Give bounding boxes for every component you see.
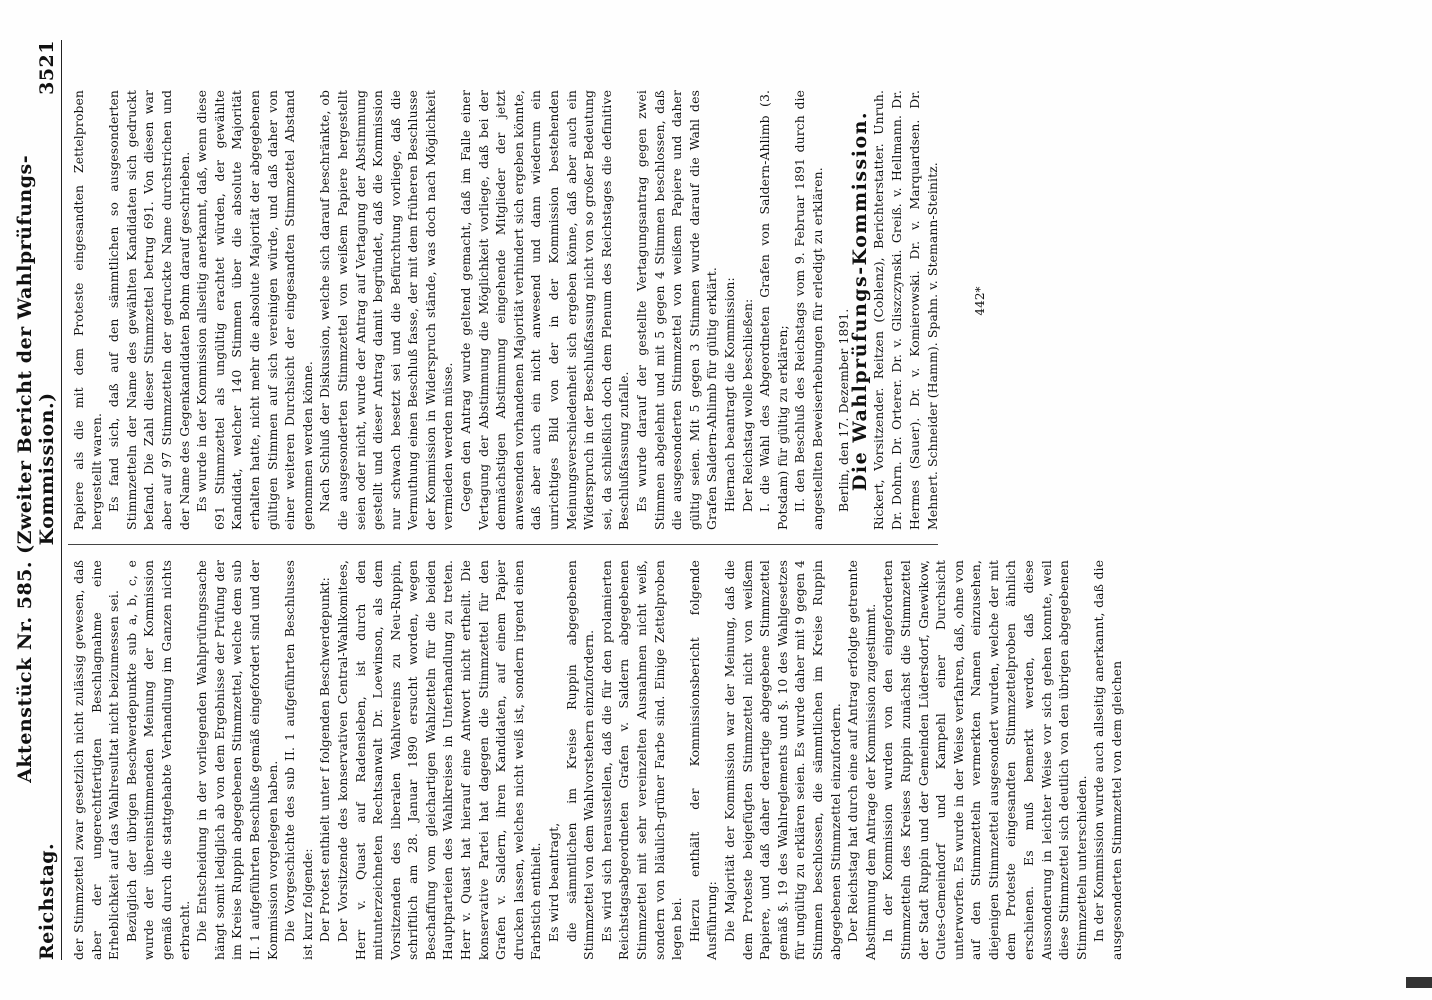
header-left: Reichstag. — [36, 842, 58, 960]
footer-number: 442* — [972, 286, 987, 316]
paragraph: Die Entscheidung in der vorliegenden Wahlprüfungssache hängt somit lediglich ab von dem Ergebnisse der Prüfung der im Kreise Ruppin abgegebenen Stimmzettel, welche dem sub II. 1 aufgeführten Beschluße gemäß eingefordert sind und der Kommission vorgelegen haben. — [194, 560, 280, 960]
header-middle: Aktenstück Nr. 585. (Zweiter Bericht der Wahlprüfungs-Kommission.) — [14, 154, 58, 783]
resolution-item: II. den Beschluß des Reichstags vom 9. Februar 1891 durch die angestellten Beweiserhebungen für erledigt zu erklären. — [792, 90, 825, 530]
paragraph: Der Protest enthielt unter f folgenden Beschwerdepunkt: — [317, 577, 333, 942]
paragraph: Hiernach beantragt die Kommission: — [721, 277, 737, 512]
paragraph: Es wird sich herausstellen, daß die für den prolamierten Reichstagsabgeordneten Grafen v. Saldern abgegebenen Stimmzettel mit sehr vereinzelten Ausnahmen nicht weiß, sondern von bläulich-grüner Farbe sind. Einige Zettelproben legen bei. — [598, 560, 685, 960]
paragraph: Hierzu enthält der Kommissionsbericht folgende Ausführung: — [686, 560, 720, 960]
date-line: Berlin, den 17. Dezember 1891. — [835, 308, 851, 512]
dfg-logo — [1406, 977, 1432, 988]
paragraph: Der Reichstag hat durch eine auf Antrag erfolgte getrennte Abstimmung dem Antrage der Kommission zugestimmt. — [845, 560, 878, 960]
digitization-notice — [1400, 0, 1424, 1000]
resolution-item: I. die Wahl des Abgeordneten Grafen von Saldern-Ahlimb (3. Potsdam) für gültig zu erklären; — [757, 90, 790, 530]
paragraph: Nach Schluß der Diskussion, welche sich darauf beschränkte, ob die ausgesonderten Stimmzettel von weißem Papiere hergestellt seien oder nicht, wurde der Antrag auf Vertagung der Abstimmung gestellt und dieser Antrag damit begründet, daß die Kommission nur schwach besetzt sei und die Befürchtung vorliege, daß die Vermuthung einen Beschluß fasse, der mit dem früheren Beschlusse der Kommission in Widerspruch stände, was doch nach Möglichkeit vermieden werden müsse. — [317, 90, 456, 530]
paragraph: Die Majorität der Kommission war der Meinung, daß die dem Proteste beigefügten Stimmzettel nicht von weißem Papiere, und daß daher derartige abgegebene Stimmzettel gemäß §. 19 des Wahlreglements und §. 10 des Wahlgesetzes für ungültig zu erklären seien. Es wurde daher mit 9 gegen 4 Stimmen beschlossen, die sämmtlichen im Kreise Ruppin abgegebenen Stimmzettel einzufordern. — [721, 560, 843, 960]
column-divider — [68, 544, 938, 545]
page-number: 3521 — [36, 40, 58, 95]
paragraph: Der Vorsitzende des konservativen Central-Wahlkomitees, Herr v. Quast auf Radensleben, ist durch den mitunterzeichneten Rechtsanwalt Dr. Loewinson, als dem Vorsitzenden des liberalen Wahlvereins zu Neu-Ruppin, schriftlich am 28. Januar 1890 ersucht worden, wegen Beschaffung vom gleichartigen Wahlzetteln für die beiden Hauptparteien des Wahlkreises in Unterhandlung zu treten. Herr v. Quast hat hierauf eine Antwort nicht ertheilt. Die konservative Partei hat dagegen die Stimmzettel für den Grafen v. Saldern, ihren Kandidaten, auf einem Papier drucken lassen, welches nicht weiß ist, sondern irgend einen Farbstich enthielt. — [334, 560, 544, 960]
paragraph: Die Vorgeschichte des sub II. 1 aufgeführten Beschlusses ist kurz folgende: — [282, 560, 315, 960]
paragraph: Es fand sich, daß auf den sämmtlichen so ausgesonderten Stimmzetteln der Name des gewählten Kandidaten sich gedruckt befand. Die Zahl dieser Stimmzettel betrug 691. Von diesen war aber auf 97 Stimmzetteln der gedruckte Name durchstrichen und der Name des Gegenkandidaten Bohm darauf geschrieben. — [106, 90, 192, 530]
paragraph: die sämmtlichen im Kreise Ruppin abgegebenen Stimmzettel von dem Wahlvorstehern einzufordern. — [563, 560, 597, 960]
paragraph: Gegen den Antrag wurde geltend gemacht, daß im Falle einer Vertagung der Abstimmung die Möglichkeit vorliege, daß bei der demnächstigen Abstimmung eingehende Mitglieder der jetzt anwesenden vorhandenen Majorität verhindert sich ergeben könnte, daß aber auch ein nicht anwesend und dann wiederum ein unrichtiges Bild von der in der Kommission bestehenden Meinungsverschiedenheit sich ergeben könne, daß aber auch ein Widerspruch in der Beschlußfassung nicht von so großer Bedeutung sei, da schließlich doch dem Plenum des Reichstages die definitive Beschlußfassung zufalle. — [458, 90, 632, 530]
paragraph: Es wird beantragt, — [546, 822, 562, 942]
paragraph: der Stimmzettel zwar gesetzlich nicht zulässig gewesen, daß aber der ungerechtfertigten Beschlagnahme eine Erheblichkeit auf das Wahlresultat nicht beizumessen sei. — [71, 560, 122, 960]
paragraph: In der Kommission wurde auch allseitig anerkannt, daß die ausgesonderten Stimmzettel von dem gleichen — [1091, 560, 1125, 960]
page-header — [14, 40, 62, 960]
commission-members: Rickert, Vorsitzender. Reitzen (Coblenz), Berichterstatter. Unruh. Dr. Dohrn. Dr. Orterer. Dr. v. Gliszczynski. Greiß. v. Hellmann. Dr. Hermes (Sauer). Dr. v. Komierowski. Dr. v. Marquardsen. Dr. Mehnert. Schneider (Hamm). Spahn. v. Stemann-Steinitz. — [870, 90, 940, 530]
paragraph: In der Kommission wurden von den eingeforderten Stimmzetteln des Kreises Ruppin zunächst die Stimmzettel der Stadt Ruppin und der Gemeinden Lüdersdorf, Gnewikow, Gutes-Gemeindorf und Kampehl einer Durchsicht unterworfen. Es wurde in der Weise verfahren, daß, ohne von auf den Stimmzetteln vermerkten Namen einzusehen, diejenigen Stimmzettel ausgesondert wurden, welche der mit dem Proteste eingesandten Stimmzettelproben ähnlich erschienen. Es muß bemerkt werden, daß diese Aussonderung in leichter Weise vor sich gehen konnte, weil diese Stimmzettel sich deutlich von den übrigen abgegebenen Stimmzetteln unterschieden. — [880, 560, 1089, 960]
paragraph: Bezüglich der übrigen Beschwerdepunkte sub a, b, c, e wurde der übereinstimmenden Meinung der Kommission gemäß durch die stattgehabte Verhandlung im Ganzen nichts erbracht. — [123, 560, 192, 960]
column-right — [70, 90, 989, 530]
paragraph: Es wurde darauf der gestellte Vertagungsantrag gegen zwei Stimmen abgelehnt und mit 5 gegen 4 Stimmen beschlossen, daß die ausgesonderten Stimmzettel von weißem Papiere und daher gültig seien. Mit 5 gegen 3 Stimmen wurde darauf die Wahl des Grafen Saldern-Ahlimb für gültig erklärt. — [634, 90, 720, 530]
column-left — [70, 560, 1126, 960]
paragraph: Es wurde in der Kommission allseitig anerkannt, daß, wenn diese 691 Stimmzettel als ungültig erachtet würden, der gewählte Kandidat, welcher 140 Stimmen über die absolute Majorität erhalten hatte, nicht mehr die absolute Majorität der abgegebenen gültigen Stimmen auf sich vereinigen würde, und daß daher von einer weiteren Durchsicht der eingesandten Stimmzettel Abstand genommen werden könne. — [194, 90, 315, 530]
paragraph: Der Reichstag wolle beschließen: — [739, 298, 755, 512]
paragraph: Papiere als die mit dem Proteste eingesandten Zettelproben hergestellt waren. — [71, 90, 104, 530]
commission-title: Die Wahlprüfungs-Kommission. — [849, 110, 872, 492]
